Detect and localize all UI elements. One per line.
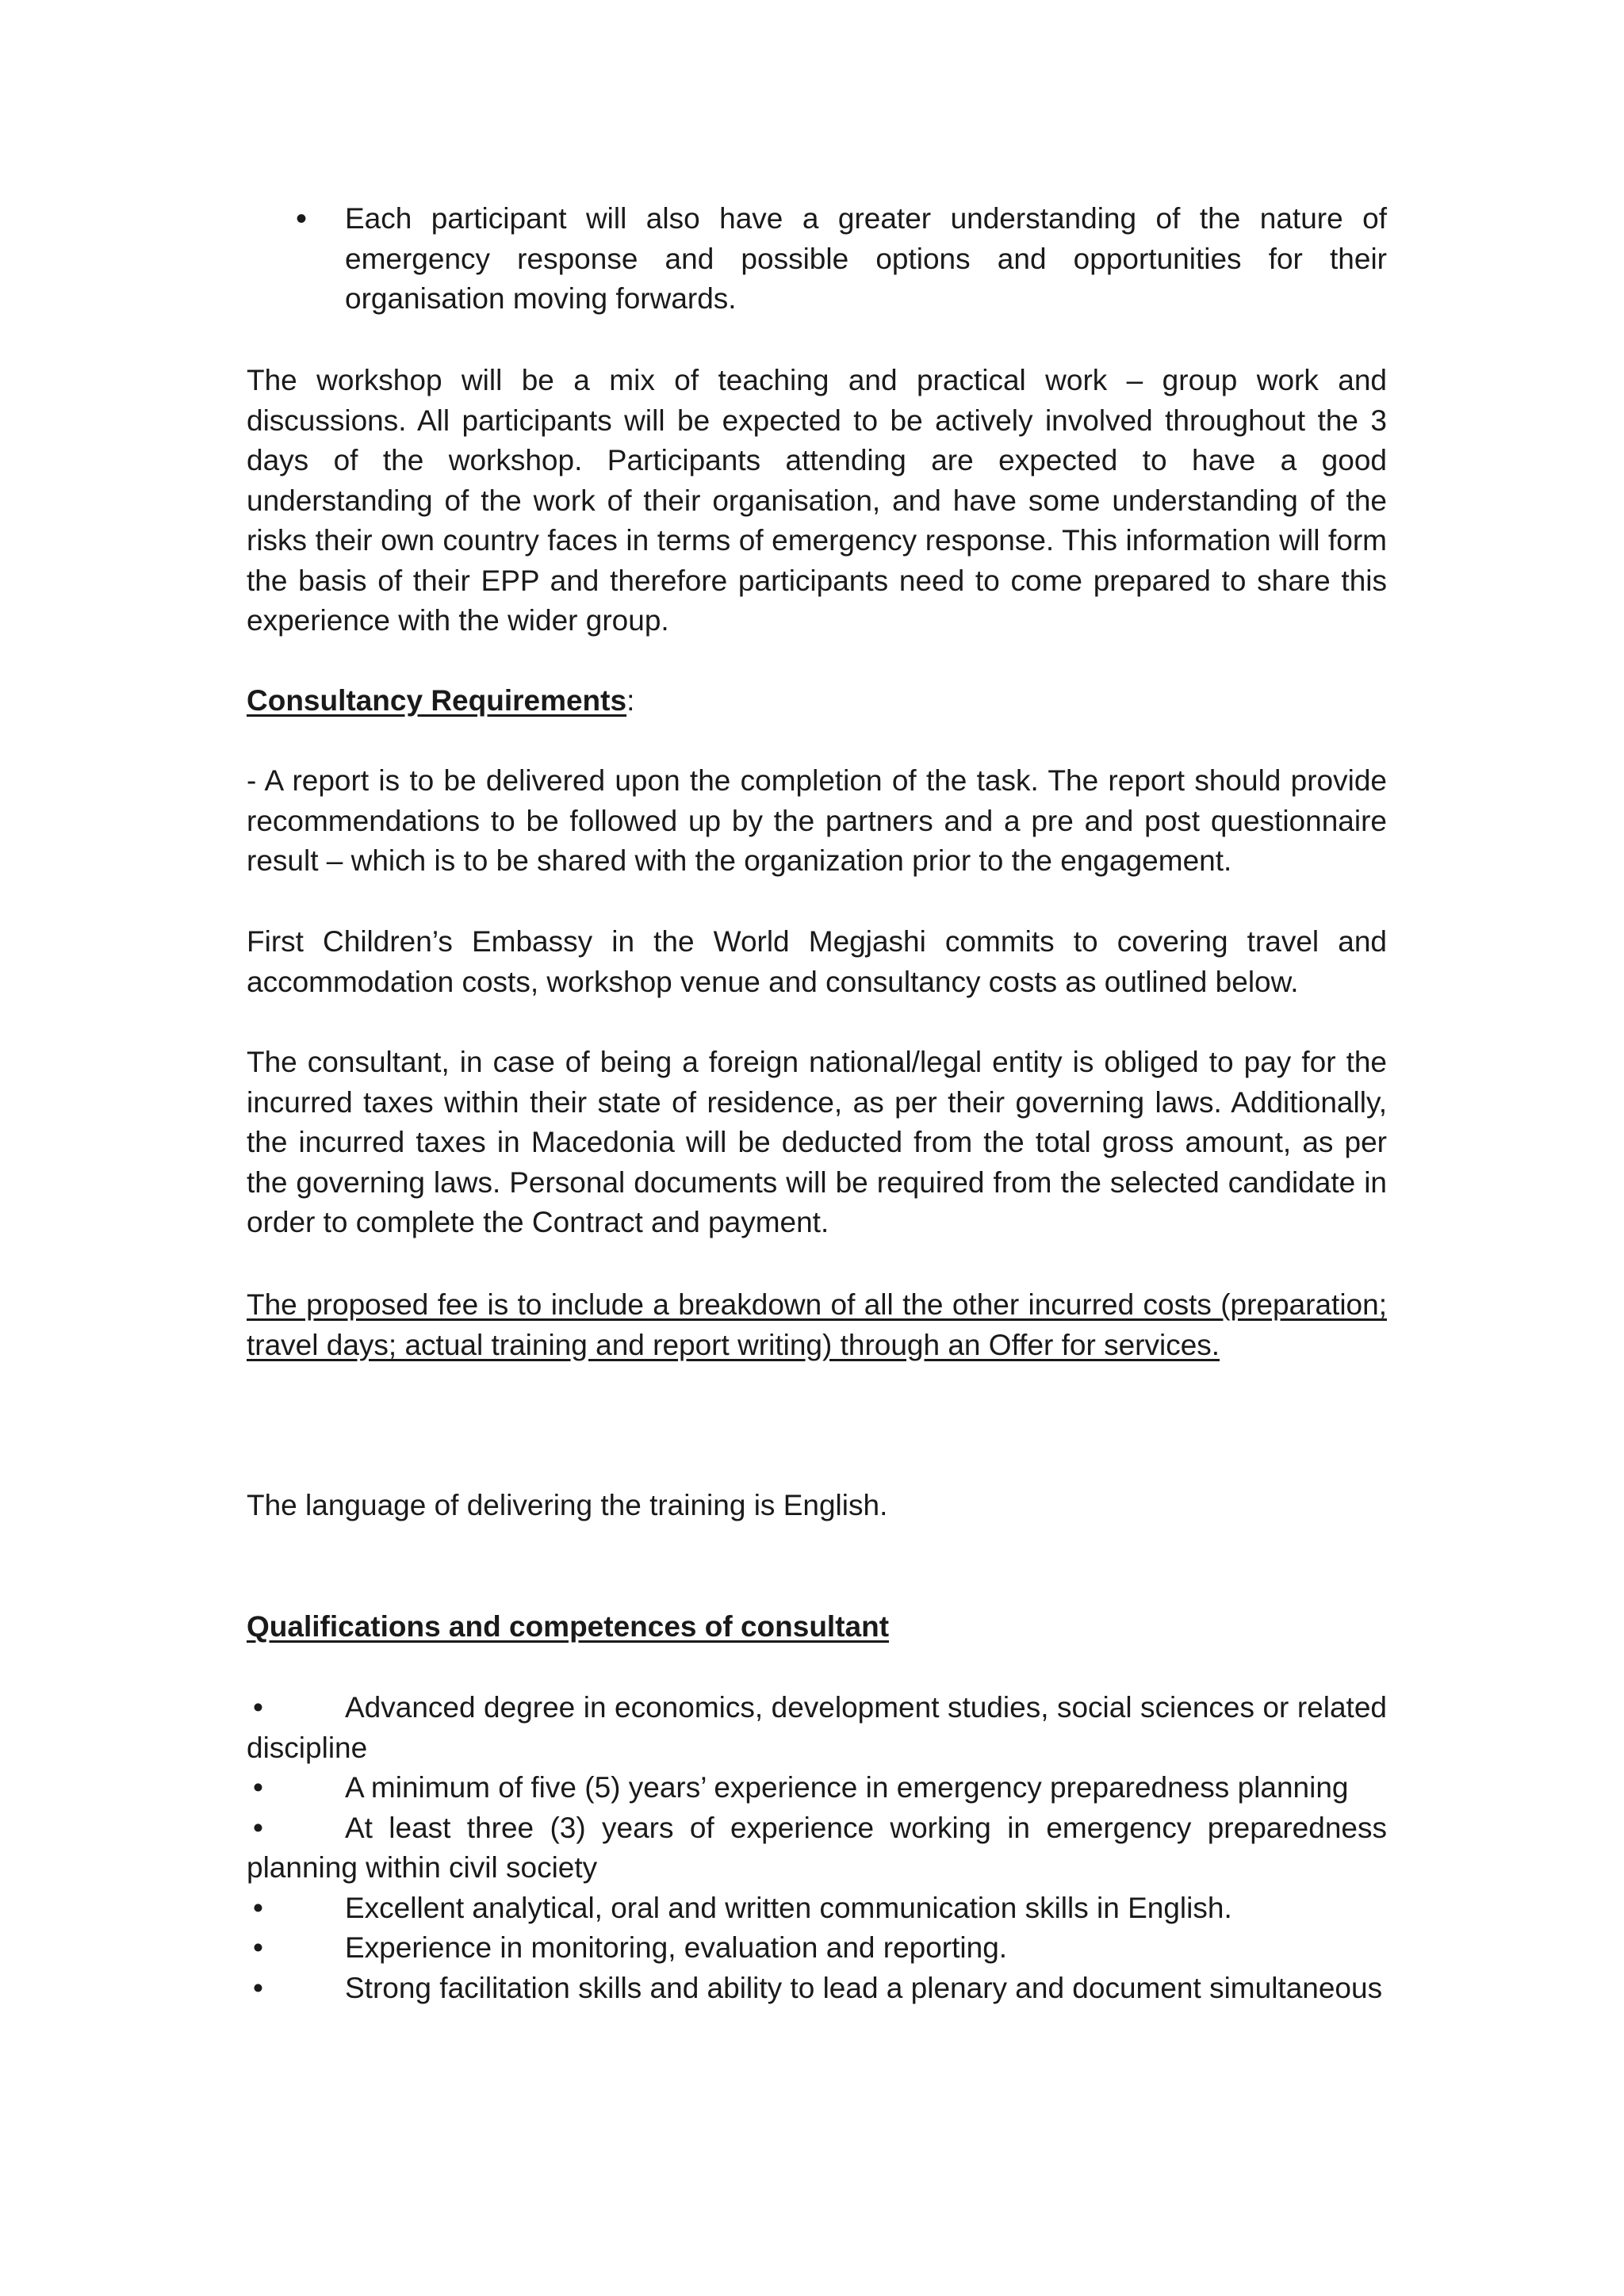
report-paragraph: - A report is to be delivered upon the completion of the task. The report should provide recommendations to be followed up by the partners and a pre and post questionnaire result – which is to be shared with the organization prior to the engagement. — [247, 764, 1387, 877]
bullet-icon: • — [253, 1691, 263, 1724]
list-item: • Excellent analytical, oral and written communication skills in English. — [247, 1888, 1387, 1929]
list-item: • Experience in monitoring, evaluation and reporting. — [247, 1928, 1387, 1969]
bullet-icon: • — [253, 1771, 263, 1804]
intro-bullet-text: Each participant will also have a greater understanding of the nature of emergency response and possible options and opportunities for their organisation moving forwards. — [345, 202, 1387, 315]
consultancy-heading-line — [247, 681, 1387, 721]
bullet-icon: • — [253, 1971, 263, 2004]
bullet-icon: • — [253, 1811, 263, 1844]
bullet-icon: • — [253, 1931, 263, 1964]
intro-bullet-item — [247, 199, 1387, 320]
qualifications-list — [247, 1688, 1387, 2008]
bullet-icon: • — [253, 1891, 263, 1924]
qualifications-heading: Qualifications and competences of consultant — [247, 1610, 890, 1643]
costs-paragraph: First Children’s Embassy in the World Megjashi commits to covering travel and accommodation costs, workshop venue and consultancy costs as outlined below. — [247, 925, 1387, 998]
fee-paragraph: The proposed fee is to include a breakdown of all the other incurred costs (preparation; travel days; actual training and report writing) through an Offer for services. — [247, 1288, 1387, 1361]
consultancy-heading-colon: : — [626, 684, 635, 717]
qualifications-heading-line — [247, 1607, 1387, 1647]
workshop-paragraph: The workshop will be a mix of teaching and practical work – group work and discussions. All participants will be expected to be actively involved throughout the 3 days of the workshop. Participants attending are expected to have a good understanding of the work of their organisation, and have some understanding of the risks their own country faces in terms of emergency response. This information will form the basis of their EPP and therefore participants need to come prepared to share this experience with the wider group. — [247, 364, 1387, 637]
consultancy-heading: Consultancy Requirements — [247, 684, 627, 717]
list-item: • Strong facilitation skills and ability to lead a plenary and document simultaneous — [247, 1969, 1387, 2009]
language-paragraph: The language of delivering the training is English. — [247, 1489, 888, 1521]
list-item: • At least three (3) years of experience working in emergency preparedness planning within civil society — [247, 1808, 1387, 1888]
bullet-icon: • — [296, 201, 308, 236]
list-item: • Advanced degree in economics, development studies, social sciences or related discipline — [247, 1688, 1387, 1768]
list-item: • A minimum of five (5) years’ experience in emergency preparedness planning — [247, 1768, 1387, 1808]
taxes-paragraph: The consultant, in case of being a foreign national/legal entity is obliged to pay for the incurred taxes within their state of residence, as per their governing laws. Additionally, the incurred taxes in Macedonia will be deducted from the total gross amount, as per the governing laws. Personal documents will be required from the selected candidate in order to complete the Contract and payment. — [247, 1046, 1387, 1238]
